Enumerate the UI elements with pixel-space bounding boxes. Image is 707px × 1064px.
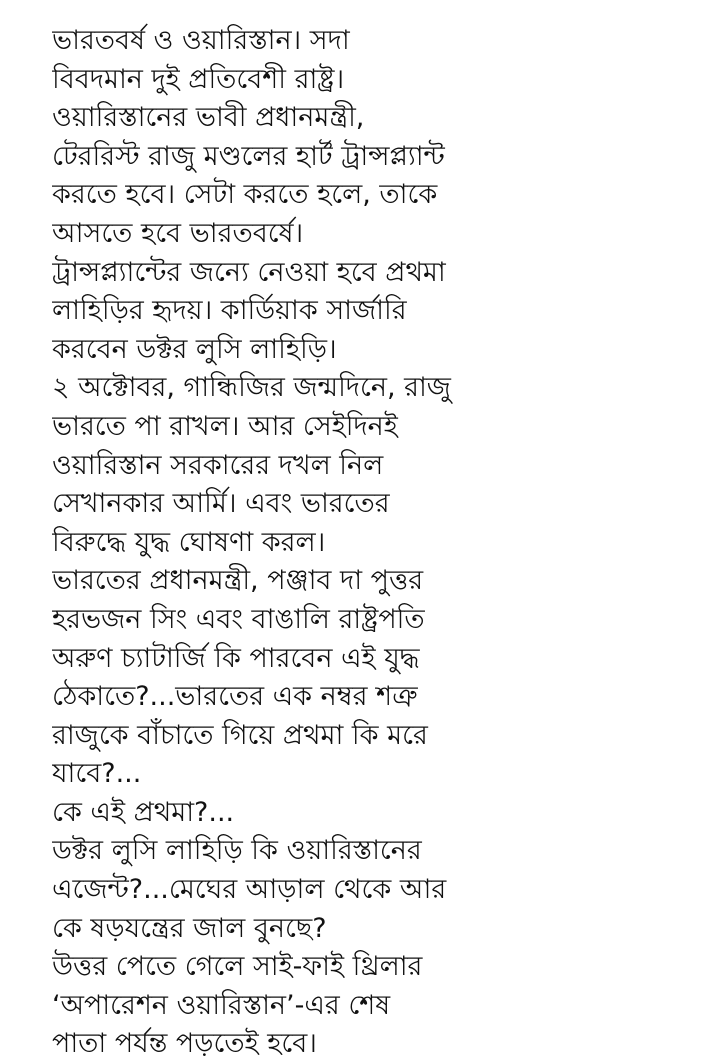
text-line: কে এই প্রথমা?... bbox=[52, 796, 235, 828]
text-line: ভারতবর্ষ ও ওয়ারিস্তান। সদা bbox=[52, 25, 350, 56]
blurb-text bbox=[52, 22, 692, 1064]
text-line: হরভজন সিং এবং বাঙালি রাষ্ট্রপতি bbox=[52, 603, 425, 635]
text-line: আসতে হবে ভারতবর্ষে। bbox=[52, 217, 304, 249]
text-line: যাবে?... bbox=[52, 758, 142, 790]
text-line: ‘অপারেশন ওয়ারিস্তান’-এর শেষ bbox=[52, 989, 391, 1021]
text-line: ২ অক্টোবর, গান্ধিজির জন্মদিনে, রাজু bbox=[52, 372, 451, 404]
text-line: ডক্টর লুসি লাহিড়ি কি ওয়ারিস্তানের bbox=[52, 835, 422, 867]
text-line: করবেন ডক্টর লুসি লাহিড়ি। bbox=[52, 333, 337, 365]
text-line: ট্রান্সপ্ল্যান্টের জন্যে নেওয়া হবে প্রথমা bbox=[52, 256, 446, 288]
text-line: উত্তর পেতে গেলে সাই-ফাই থ্রিলার bbox=[52, 951, 423, 983]
text-line: লাহিড়ির হৃদয়। কার্ডিয়াক সার্জারি bbox=[52, 295, 407, 327]
text-line: বিরুদ্ধে যুদ্ধ ঘোষণা করল। bbox=[52, 526, 326, 558]
text-line: টেররিস্ট রাজু মণ্ডলের হার্ট ট্রান্সপ্ল্যান্ট bbox=[52, 140, 445, 172]
text-line: ওয়ারিস্তান সরকারের দখল নিল bbox=[52, 449, 384, 481]
text-line: ভারতের প্রধানমন্ত্রী, পঞ্জাব দা পুত্তর bbox=[52, 565, 424, 597]
text-line: বিবদমান দুই প্রতিবেশী রাষ্ট্র। bbox=[52, 63, 345, 95]
text-line: এজেন্ট?...মেঘের আড়াল থেকে আর bbox=[52, 874, 447, 906]
text-line: ঠেকাতে?...ভারতের এক নম্বর শত্রু bbox=[52, 681, 418, 713]
text-line: কে ষড়যন্ত্রের জাল বুনছে? bbox=[52, 912, 327, 944]
text-line: পাতা পর্যন্ত পড়তেই হবে। bbox=[52, 1028, 317, 1060]
text-line: রাজুকে বাঁচাতে গিয়ে প্রথমা কি মরে bbox=[52, 719, 428, 751]
text-line: অরুণ চ্যাটার্জি কি পারবেন এই যুদ্ধ bbox=[52, 642, 420, 674]
text-line: করতে হবে। সেটা করতে হলে, তাকে bbox=[52, 179, 438, 211]
text-line: সেখানকার আর্মি। এবং ভারতের bbox=[52, 488, 390, 520]
text-line: ভারতে পা রাখল। আর সেইদিনই bbox=[52, 410, 398, 442]
text-line: ওয়ারিস্তানের ভাবী প্রধানমন্ত্রী, bbox=[52, 102, 365, 134]
